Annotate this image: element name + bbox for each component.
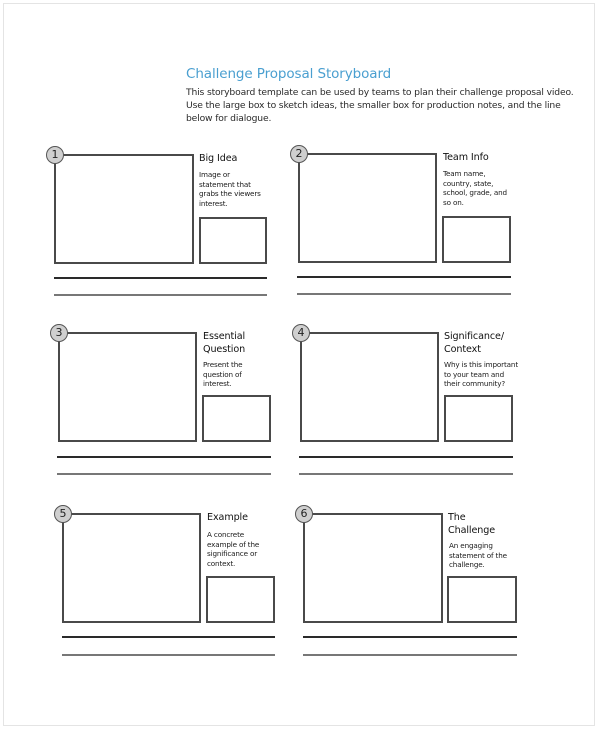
dialogue-line [297,276,511,278]
panel-number-badge: 3 [50,324,68,342]
production-notes-box [447,576,517,623]
panel-title: Example [207,512,248,523]
production-notes-box [199,217,267,264]
panel-title: Essential Question [203,331,246,355]
dialogue-line [303,654,517,656]
panel-description: A concrete example of the significance or context. [207,530,260,568]
dialogue-line [299,456,513,458]
production-notes-box [202,395,271,442]
dialogue-line [62,636,275,638]
panel-number-badge: 5 [54,505,72,523]
panel-title: Big Idea [199,153,238,164]
sketch-box [298,153,437,263]
dialogue-line [57,456,271,458]
panel-number-badge: 2 [290,145,308,163]
panel-description: Why is this important to your team and their community? [444,360,518,389]
sketch-box [300,332,439,442]
panel-description: Image or statement that grabs the viewers interest. [199,170,261,208]
production-notes-box [442,216,511,263]
intro-line: below for dialogue. [186,112,272,124]
production-notes-box [206,576,275,623]
panel-number-badge: 4 [292,324,310,342]
intro-line: Use the large box to sketch ideas, the smaller box for production notes, and the line [186,99,561,111]
dialogue-line [62,654,275,656]
dialogue-line [299,473,513,475]
panel-title: Significance/ Context [444,331,504,355]
panel-title: The Challenge [448,512,496,536]
dialogue-line [54,277,267,279]
panel-description: Team name, country, state, school, grade, and so on. [443,169,507,207]
panel-number-badge: 1 [46,146,64,164]
page-title: Challenge Proposal Storyboard [186,66,392,82]
dialogue-line [54,294,267,296]
sketch-box [62,513,201,623]
dialogue-line [303,636,517,638]
dialogue-line [297,293,511,295]
dialogue-line [57,473,271,475]
sketch-box [54,154,194,264]
intro-line: This storyboard template can be used by teams to plan their challenge proposal video. [186,87,574,98]
panel-description: Present the question of interest. [203,360,243,389]
sketch-box [303,513,443,623]
panel-title: Team Info [443,152,489,163]
panel-number-badge: 6 [295,505,313,523]
panel-description: An engaging statement of the challenge. [449,541,507,570]
production-notes-box [444,395,513,442]
intro-text [186,87,574,125]
sketch-box [58,332,197,442]
